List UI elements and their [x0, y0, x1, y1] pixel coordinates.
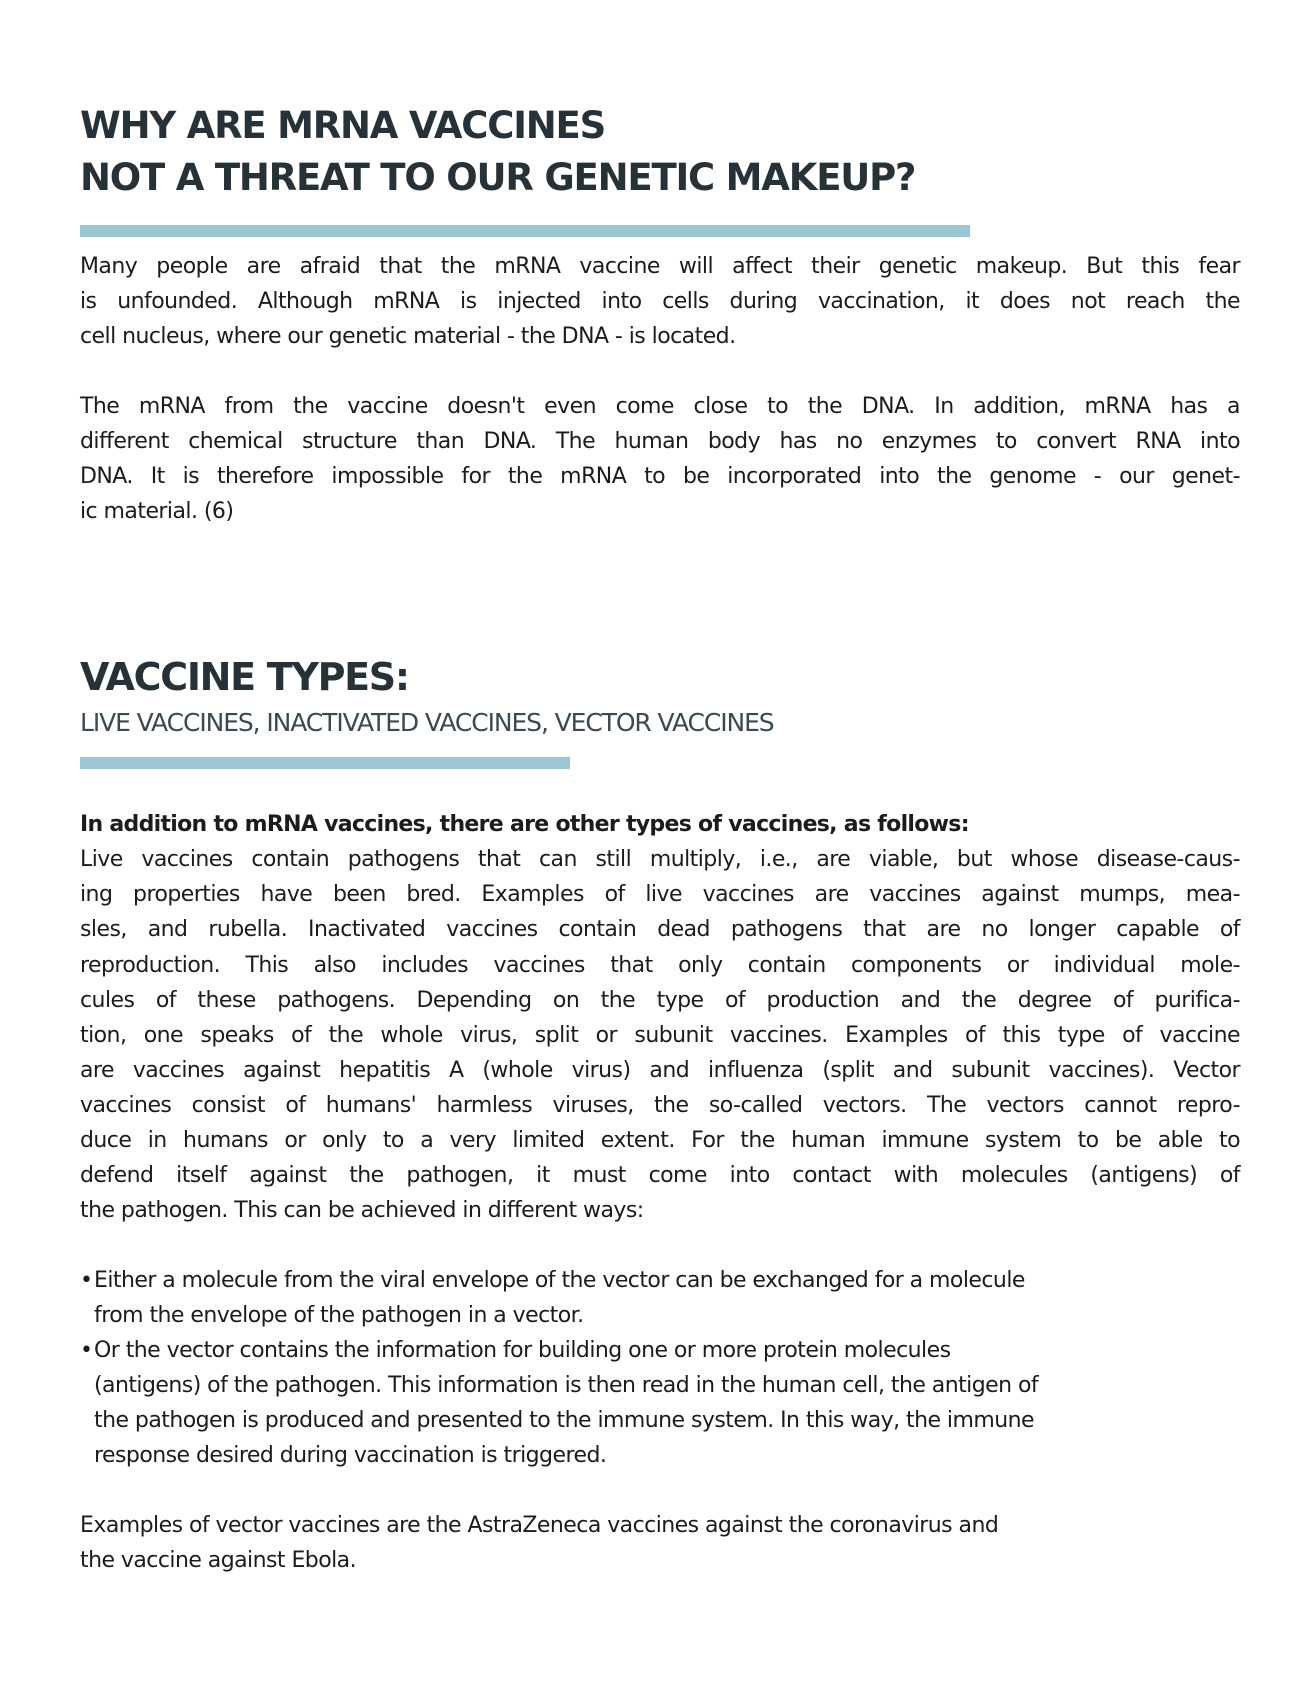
bullet-icon: •: [80, 1268, 93, 1293]
section2-body-line: Live vaccines contain pathogens that can still multiply, i.e., are viable, but whose disease-caus-: [80, 847, 1240, 872]
bullet-text-line: the pathogen is produced and presented to the immune system. In this way, the immune: [94, 1408, 1034, 1433]
paragraph1-line: is unfounded. Although mRNA is injected into cells during vaccination, it does not reach the: [80, 289, 1240, 314]
section1-heading-line-1: WHY ARE MRNA VACCINES: [80, 104, 606, 147]
paragraph1-line: Many people are afraid that the mRNA vaccine will affect their genetic makeup. But this fear: [80, 254, 1240, 279]
section1-heading-line-2: NOT A THREAT TO OUR GENETIC MAKEUP?: [80, 156, 916, 199]
section2-body-line: the pathogen. This can be achieved in different ways:: [80, 1198, 644, 1223]
section2-accent-bar: [80, 757, 570, 769]
section1-accent-bar: [80, 225, 970, 237]
section2-body-line: are vaccines against hepatitis A (whole virus) and influenza (split and subunit vaccines). Vector: [80, 1058, 1240, 1083]
paragraph2-line: ic material. (6): [80, 499, 234, 524]
closing-line: Examples of vector vaccines are the AstraZeneca vaccines against the coronavirus and: [80, 1513, 999, 1538]
bullet-text-line: from the envelope of the pathogen in a vector.: [94, 1303, 584, 1328]
section2-body-line: cules of these pathogens. Depending on the type of production and the degree of purifica-: [80, 988, 1240, 1013]
paragraph2-line: DNA. It is therefore impossible for the mRNA to be incorporated into the genome - our genet-: [80, 464, 1240, 489]
bullet-text-line: response desired during vaccination is triggered.: [94, 1443, 607, 1468]
paragraph1-line: cell nucleus, where our genetic material - the DNA - is located.: [80, 324, 736, 349]
section2-intro-bold: In addition to mRNA vaccines, there are other types of vaccines, as follows:: [80, 812, 969, 837]
bullet-text-line: (antigens) of the pathogen. This information is then read in the human cell, the antigen of: [94, 1373, 1039, 1398]
paragraph2-line: The mRNA from the vaccine doesn't even come close to the DNA. In addition, mRNA has a: [80, 394, 1240, 419]
bullet-text-line: Or the vector contains the information for building one or more protein molecules: [94, 1338, 951, 1363]
closing-line: the vaccine against Ebola.: [80, 1548, 357, 1573]
bullet-icon: •: [80, 1338, 93, 1363]
section2-body-line: defend itself against the pathogen, it must come into contact with molecules (antigens) of: [80, 1163, 1240, 1188]
section2-heading: VACCINE TYPES:: [80, 655, 409, 699]
section2-body-line: ing properties have been bred. Examples of live vaccines are vaccines against mumps, mea-: [80, 882, 1240, 907]
section2-body-line: vaccines consist of humans' harmless viruses, the so-called vectors. The vectors cannot repro-: [80, 1093, 1240, 1118]
paragraph2-line: different chemical structure than DNA. The human body has no enzymes to convert RNA into: [80, 429, 1240, 454]
bullet-text-line: Either a molecule from the viral envelope of the vector can be exchanged for a molecule: [94, 1268, 1025, 1293]
section2-subheading: LIVE VACCINES, INACTIVATED VACCINES, VECTOR VACCINES: [80, 708, 774, 737]
section2-body-line: reproduction. This also includes vaccines that only contain components or individual mole-: [80, 953, 1240, 978]
section2-body-line: sles, and rubella. Inactivated vaccines contain dead pathogens that are no longer capable of: [80, 917, 1240, 942]
section2-body-line: duce in humans or only to a very limited extent. For the human immune system to be able to: [80, 1128, 1240, 1153]
section2-body-line: tion, one speaks of the whole virus, split or subunit vaccines. Examples of this type of vaccine: [80, 1023, 1240, 1048]
